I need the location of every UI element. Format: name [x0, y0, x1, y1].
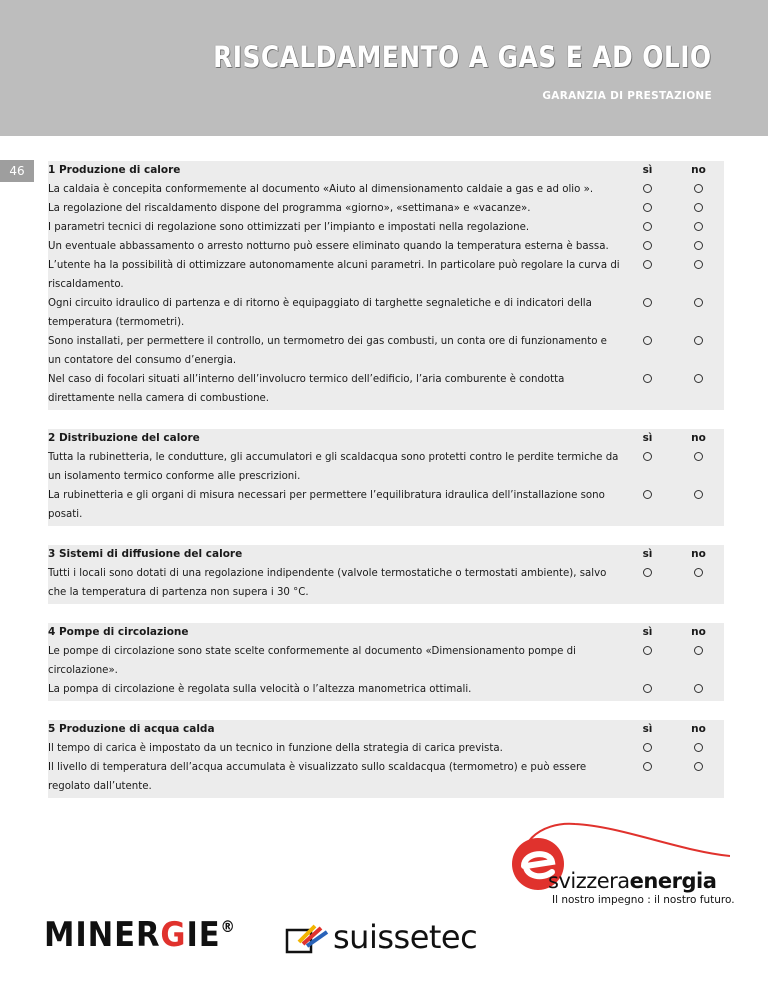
yes-column-label: sì: [642, 626, 653, 638]
page-header: [0, 0, 768, 136]
checklist-item: [48, 642, 724, 680]
yes-radio[interactable]: [643, 646, 652, 655]
checklist-item-text: I parametri tecnici di regolazione sono ottimizzati per l’impianto e impostati nella regolazione.: [48, 222, 530, 233]
section-header: [48, 429, 724, 448]
yes-radio[interactable]: [643, 762, 652, 771]
minergie-part-1: MINER: [44, 915, 161, 955]
energia-word: energia: [629, 869, 717, 893]
no-radio[interactable]: [694, 241, 703, 250]
minergie-part-2: IE: [186, 915, 221, 955]
yes-column-label: sì: [642, 164, 653, 176]
svizzera-word: svizzera: [548, 869, 630, 893]
minergie-g: G: [160, 915, 187, 955]
checklist-item: [48, 294, 724, 332]
no-radio[interactable]: [694, 490, 703, 499]
page-title: RISCALDAMENTO A GAS E AD OLIO: [213, 40, 712, 74]
checklist-item: [48, 758, 724, 796]
no-column-label: no: [691, 626, 706, 638]
no-radio[interactable]: [694, 743, 703, 752]
checklist-section: [48, 720, 724, 798]
checklist-item: [48, 370, 724, 408]
checklist-section: [48, 161, 724, 410]
yes-radio[interactable]: [643, 374, 652, 383]
checklist-section: [48, 623, 724, 701]
checklist-item: [48, 680, 724, 699]
checklist-item-text: Ogni circuito idraulico di partenza e di ritorno è equipaggiato di targhette segnaletiche e di indicatori della temperatura (termometri).: [48, 298, 592, 328]
yes-column-label: sì: [642, 432, 653, 444]
checklist-item-text: La pompa di circolazione è regolata sulla velocità o l’altezza manometrica ottimali.: [48, 684, 472, 695]
no-radio[interactable]: [694, 374, 703, 383]
checklist-item-text: La caldaia è concepita conformemente al documento «Aiuto al dimensionamento caldaie a gas e ad olio ».: [48, 184, 594, 195]
checklist-item: [48, 199, 724, 218]
yes-radio[interactable]: [643, 184, 652, 193]
no-radio[interactable]: [694, 684, 703, 693]
yes-radio[interactable]: [643, 203, 652, 212]
no-radio[interactable]: [694, 452, 703, 461]
no-column-label: no: [691, 432, 706, 444]
checklist-item-text: La regolazione del riscaldamento dispone del programma «giorno», «settimana» e «vacanze».: [48, 203, 531, 214]
yes-radio[interactable]: [643, 336, 652, 345]
section-header: [48, 623, 724, 642]
checklist-item: [48, 739, 724, 758]
section-title: 4 Pompe di circolazione: [48, 626, 189, 638]
no-radio[interactable]: [694, 203, 703, 212]
checklist-item: [48, 486, 724, 524]
checklist-item: [48, 448, 724, 486]
checklist-item: [48, 564, 724, 602]
checklist-item-text: Un eventuale abbassamento o arresto notturno può essere eliminato quando la temperatura esterna è bassa.: [48, 241, 609, 252]
checklist-item: [48, 256, 724, 294]
no-radio[interactable]: [694, 568, 703, 577]
no-radio[interactable]: [694, 260, 703, 269]
yes-radio[interactable]: [643, 222, 652, 231]
no-column-label: no: [691, 548, 706, 560]
yes-radio[interactable]: [643, 568, 652, 577]
section-title: 5 Produzione di acqua calda: [48, 723, 215, 735]
svizzera-energia-tagline: Il nostro impegno : il nostro futuro.: [552, 894, 735, 906]
page-subtitle: GARANZIA DI PRESTAZIONE: [542, 90, 712, 102]
no-radio[interactable]: [694, 184, 703, 193]
no-radio[interactable]: [694, 336, 703, 345]
checklist: [48, 161, 724, 817]
checklist-item-text: Sono installati, per permettere il controllo, un termometro dei gas combusti, un conta ore di funzionamento e un contatore del consumo d’energia.: [48, 336, 607, 366]
section-header: [48, 545, 724, 564]
section-header: [48, 720, 724, 739]
section-header: [48, 161, 724, 180]
no-radio[interactable]: [694, 646, 703, 655]
section-title: 2 Distribuzione del calore: [48, 432, 200, 444]
checklist-item-text: Tutta la rubinetteria, le condutture, gli accumulatori e gli scaldacqua sono protetti contro le perdite termiche da un isolamento termico conforme alle prescrizioni.: [48, 452, 619, 482]
section-title: 1 Produzione di calore: [48, 164, 181, 176]
checklist-item-text: Tutti i locali sono dotati di una regolazione indipendente (valvole termostatiche o termostati ambiente), salvo che la temperatura di partenza non supera i 30 °C.: [48, 568, 607, 598]
yes-radio[interactable]: [643, 743, 652, 752]
checklist-item: [48, 332, 724, 370]
suissetec-wordmark: suissetec: [333, 918, 478, 956]
svizzera-energia-wordmark: [548, 869, 716, 893]
checklist-item-text: Il livello di temperatura dell’acqua accumulata è visualizzato sullo scaldacqua (termometro) e può essere regolato dall’utente.: [48, 762, 587, 792]
checklist-item: [48, 218, 724, 237]
yes-radio[interactable]: [643, 241, 652, 250]
yes-column-label: sì: [642, 723, 653, 735]
checklist-section: [48, 429, 724, 526]
minergie-logo: [44, 915, 236, 955]
checklist-item: [48, 237, 724, 256]
no-column-label: no: [691, 723, 706, 735]
section-title: 3 Sistemi di diffusione del calore: [48, 548, 243, 560]
page-number: 46: [0, 160, 34, 182]
checklist-section: [48, 545, 724, 604]
no-radio[interactable]: [694, 298, 703, 307]
checklist-item-text: Il tempo di carica è impostato da un tecnico in funzione della strategia di carica prevista.: [48, 743, 503, 754]
yes-radio[interactable]: [643, 260, 652, 269]
checklist-item-text: Le pompe di circolazione sono state scelte conformemente al documento «Dimensionamento pompe di circolazione».: [48, 646, 576, 676]
no-column-label: no: [691, 164, 706, 176]
no-radio[interactable]: [694, 222, 703, 231]
suissetec-logo-icon: [285, 922, 329, 956]
yes-radio[interactable]: [643, 490, 652, 499]
checklist-item: [48, 180, 724, 199]
yes-radio[interactable]: [643, 452, 652, 461]
no-radio[interactable]: [694, 762, 703, 771]
yes-column-label: sì: [642, 548, 653, 560]
yes-radio[interactable]: [643, 684, 652, 693]
checklist-item-text: La rubinetteria e gli organi di misura necessari per permettere l’equilibratura idraulica dell’installazione sono posati.: [48, 490, 605, 520]
yes-radio[interactable]: [643, 298, 652, 307]
checklist-item-text: L’utente ha la possibilità di ottimizzare autonomamente alcuni parametri. In particolare può regolare la curva di riscaldamento.: [48, 260, 620, 290]
checklist-item-text: Nel caso di focolari situati all’interno dell’involucro termico dell’edificio, l’aria comburente è condotta direttamente nella camera di combustione.: [48, 374, 565, 404]
registered-mark: ®: [220, 917, 236, 936]
